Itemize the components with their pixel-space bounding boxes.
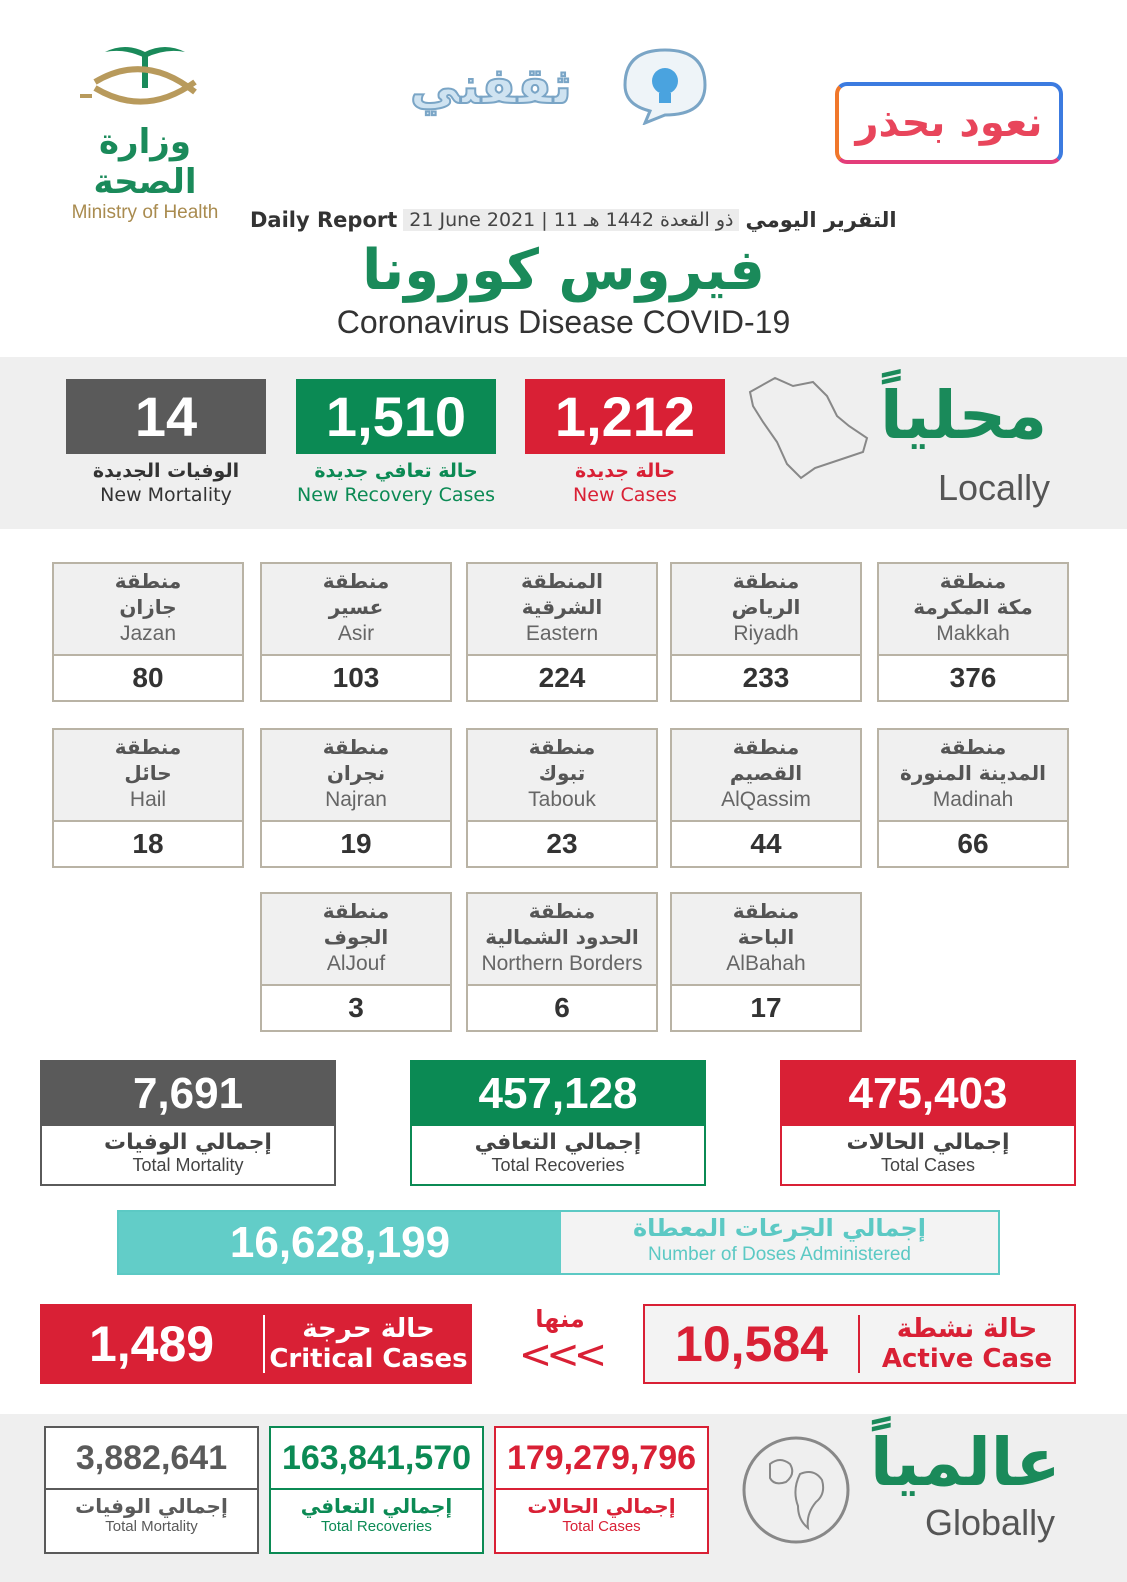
region-name-ar: الرياض: [731, 595, 801, 619]
global-recoveries-card: [269, 1426, 484, 1554]
region-name-en: AlQassim: [721, 788, 811, 811]
region-card-alqassim: [670, 728, 862, 868]
region-name-ar: الجوف: [323, 925, 389, 949]
daily-report-en: Daily Report: [250, 208, 398, 232]
doses-ar: إجمالي الجرعات المعطاة: [632, 1214, 927, 1242]
new-cases-label: [505, 459, 745, 507]
region-prefix: منطقة: [732, 735, 800, 759]
global-stats-band: [0, 1414, 1127, 1582]
region-card-najran: [260, 728, 452, 868]
page-title-ar: فيروس كورونا: [362, 238, 765, 303]
region-name-en: Riyadh: [733, 622, 799, 645]
doses-value: 16,628,199: [119, 1212, 561, 1273]
palm-swords-icon: [75, 42, 215, 122]
new-mortality-en: New Mortality: [100, 484, 232, 506]
region-name-ar: الباحة: [737, 925, 795, 949]
new-cases-value: 1,212: [525, 379, 725, 454]
locally-en: Locally: [938, 467, 1051, 508]
region-value: 376: [949, 662, 997, 693]
region-value: 17: [750, 992, 782, 1023]
region-value: 66: [957, 828, 989, 859]
arrow-left-icon: <<<: [518, 1332, 602, 1378]
region-name-en: Eastern: [525, 622, 599, 645]
region-prefix: منطقة: [322, 899, 390, 923]
region-value: 6: [554, 992, 570, 1023]
total-mortality-value: 7,691: [42, 1062, 334, 1126]
region-card-northern-borders: [466, 892, 658, 1032]
region-name-en: Asir: [337, 622, 375, 645]
region-name-ar: المدينة المنورة: [900, 761, 1046, 785]
globally-ar: عالمياً: [870, 1424, 1061, 1501]
region-card-eastern: [466, 562, 658, 702]
doses-en: Number of Doses Administered: [648, 1244, 911, 1265]
region-prefix: منطقة: [114, 569, 182, 593]
region-value: 19: [340, 828, 372, 859]
region-card-jazan: [52, 562, 244, 702]
region-value: 18: [132, 828, 164, 859]
new-cases-ar: حالة جديدة: [574, 460, 676, 482]
global-cases-card: [494, 1426, 709, 1554]
active-value: 10,584: [645, 1315, 860, 1373]
active-label: [860, 1314, 1074, 1374]
total-recoveries-card: [410, 1060, 706, 1186]
critical-value: 1,489: [40, 1315, 265, 1373]
region-card-madinah: [877, 728, 1069, 868]
region-name-en: AlBahah: [726, 952, 806, 975]
global-cases-value: 179,279,796: [496, 1428, 707, 1490]
global-cases-ar: إجمالي الحالات: [527, 1494, 676, 1518]
lightbulb-icon: [615, 45, 710, 125]
critical-en: Critical Cases: [269, 1344, 468, 1374]
region-value: 23: [546, 828, 578, 859]
total-recoveries-ar: إجمالي التعافي: [474, 1130, 642, 1155]
new-mortality-ar: الوفيات الجديدة: [92, 460, 240, 482]
region-prefix: المنطقة: [521, 569, 603, 593]
region-name-en: Najran: [325, 788, 387, 811]
region-prefix: منطقة: [732, 899, 800, 923]
global-mortality-en: Total Mortality: [105, 1518, 198, 1535]
region-name-ar: القصيم: [729, 761, 803, 785]
critical-ar: حالة حرجة: [302, 1314, 435, 1344]
active-ar: حالة نشطة: [896, 1314, 1038, 1344]
region-name-ar: مكة المكرمة: [913, 595, 1033, 619]
region-prefix: منطقة: [939, 569, 1007, 593]
region-card-makkah: [877, 562, 1069, 702]
new-recovery-value: 1,510: [296, 379, 496, 454]
of-which-indicator: [510, 1305, 610, 1377]
region-name-en: Hail: [129, 788, 167, 811]
doses-label: [561, 1212, 998, 1273]
daily-report-line: [250, 204, 910, 236]
region-name-ar: تبوك: [538, 761, 586, 785]
total-cases-value: 475,403: [782, 1062, 1074, 1126]
new-mortality-label: [46, 459, 286, 507]
region-name-en: Tabouk: [528, 788, 596, 811]
total-recoveries-en: Total Recoveries: [491, 1155, 625, 1175]
region-card-albahah: [670, 892, 862, 1032]
total-mortality-card: [40, 1060, 336, 1186]
new-recovery-label: [276, 459, 516, 507]
globally-en: Globally: [925, 1502, 1056, 1543]
region-name-en: Jazan: [119, 622, 177, 645]
total-cases-card: [780, 1060, 1076, 1186]
region-card-hail: [52, 728, 244, 868]
region-prefix: منطقة: [528, 899, 596, 923]
new-mortality-value: 14: [66, 379, 266, 454]
region-value: 233: [742, 662, 790, 693]
total-mortality-en: Total Mortality: [132, 1155, 244, 1175]
global-mortality-value: 3,882,641: [46, 1428, 257, 1490]
page-title-en: Coronavirus Disease COVID-19: [336, 304, 791, 340]
total-cases-ar: إجمالي الحالات: [846, 1130, 1010, 1155]
global-cases-en: Total Cases: [562, 1518, 641, 1535]
saudi-map-icon: [745, 372, 875, 482]
global-recoveries-en: Total Recoveries: [321, 1518, 432, 1535]
moh-logo: [55, 42, 235, 223]
total-recoveries-value: 457,128: [412, 1062, 704, 1126]
region-card-riyadh: [670, 562, 862, 702]
moh-arabic-name: وزارة الصحة: [93, 122, 197, 202]
region-prefix: منطقة: [322, 735, 390, 759]
region-name-en: Makkah: [936, 622, 1010, 645]
region-card-tabouk: [466, 728, 658, 868]
naood-bihathar-text: نعود بحذر: [855, 100, 1043, 146]
total-cases-en: Total Cases: [880, 1155, 976, 1175]
region-card-aljouf: [260, 892, 452, 1032]
doses-card: [117, 1210, 1000, 1275]
critical-label: [265, 1314, 472, 1374]
region-prefix: منطقة: [322, 569, 390, 593]
global-recoveries-ar: إجمالي التعافي: [300, 1494, 453, 1518]
moh-english-name: Ministry of Health: [71, 202, 219, 223]
total-mortality-ar: إجمالي الوفيات: [104, 1130, 272, 1155]
global-mortality-ar: إجمالي الوفيات: [75, 1494, 228, 1518]
report-date: 21 June 2021 | 11 ذو القعدة 1442 هـ: [403, 209, 739, 231]
new-recovery-ar: حالة تعافي جديدة: [314, 460, 478, 482]
region-name-ar: الشرقية: [521, 595, 603, 619]
region-card-asir: [260, 562, 452, 702]
daily-report-ar: التقرير اليومي: [745, 208, 897, 232]
region-value: 224: [538, 662, 586, 693]
region-value: 80: [132, 662, 164, 693]
naood-bihathar-logo: [835, 82, 1063, 164]
region-name-ar: جازان: [119, 595, 177, 619]
global-recoveries-value: 163,841,570: [271, 1428, 482, 1490]
active-en: Active Case: [881, 1344, 1053, 1374]
globe-icon: [740, 1434, 852, 1546]
active-cases-card: [643, 1304, 1076, 1384]
thaqafni-logo: [410, 45, 710, 135]
thaqafni-text: ثقفني: [410, 57, 572, 115]
region-name-en: Madinah: [932, 788, 1014, 811]
locally-ar: محلياً: [880, 377, 1048, 454]
region-name-en: Northern Borders: [481, 952, 643, 975]
region-value: 44: [750, 828, 782, 859]
region-name-ar: نجران: [326, 761, 386, 785]
region-name-en: AlJouf: [326, 952, 386, 975]
global-mortality-card: [44, 1426, 259, 1554]
new-cases-en: New Cases: [573, 484, 677, 506]
region-prefix: منطقة: [528, 735, 596, 759]
region-prefix: منطقة: [114, 735, 182, 759]
region-prefix: منطقة: [732, 569, 800, 593]
region-name-ar: عسير: [328, 595, 384, 619]
region-value: 3: [348, 992, 364, 1023]
region-name-ar: حائل: [124, 761, 172, 785]
region-value: 103: [332, 662, 380, 693]
critical-cases-card: [40, 1304, 472, 1384]
of-which-ar: منها: [535, 1305, 585, 1333]
region-prefix: منطقة: [939, 735, 1007, 759]
new-recovery-en: New Recovery Cases: [296, 484, 495, 506]
region-name-ar: الحدود الشمالية: [485, 925, 639, 949]
local-stats-band: [0, 357, 1127, 529]
